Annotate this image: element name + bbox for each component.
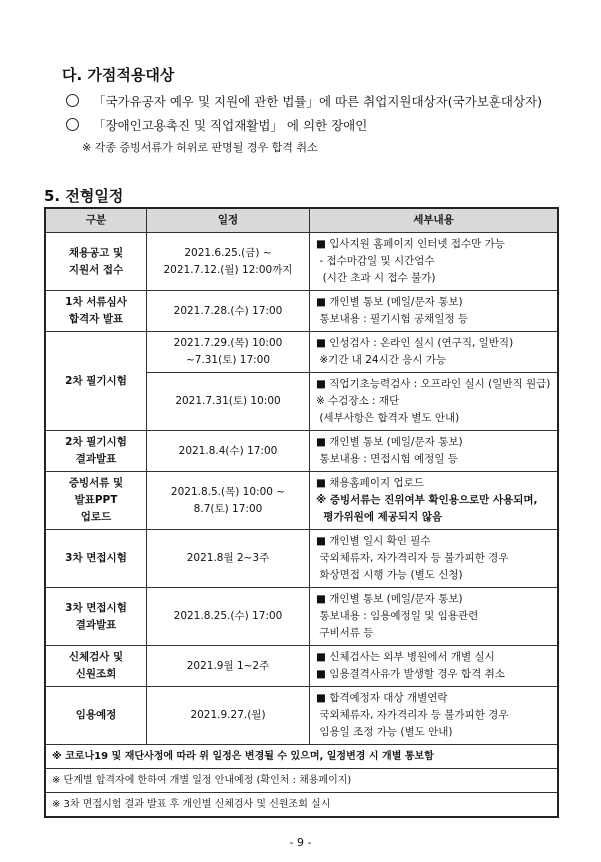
detail-cell-line: 구비서류 등 — [316, 627, 374, 639]
detail-cell — [310, 233, 559, 291]
footnote-row — [45, 769, 558, 793]
detail-cell-line: 통보내용 : 필기시험 공채일정 등 — [316, 313, 469, 325]
detail-cell-line: (세부사항은 합격자 별도 안내) — [316, 412, 460, 424]
date-cell — [147, 373, 310, 431]
table-header-row — [45, 208, 558, 233]
detail-cell-line: 평가위원에 제공되지 않음 — [316, 511, 443, 523]
detail-cell-line: - 접수마감일 및 시간엄수 — [316, 255, 435, 267]
date-cell — [147, 472, 310, 530]
footnote-row — [45, 793, 558, 818]
eligibility-note: ※ 각종 증빙서류가 허위로 판명될 경우 합격 취소 — [82, 141, 318, 154]
category-cell — [45, 291, 147, 332]
detail-cell-line: ※ 증빙서류는 진위여부 확인용으로만 사용되며, — [316, 494, 538, 506]
detail-cell — [310, 588, 559, 646]
detail-cell — [310, 687, 559, 745]
category-cell-line: 결과발표 — [75, 618, 117, 631]
detail-cell-line: ■ 개인별 통보 (메일/문자 통보) — [316, 593, 463, 605]
detail-cell — [310, 332, 559, 373]
detail-cell — [310, 530, 559, 588]
date-cell-line: 8.7(토) 17:00 — [193, 502, 263, 515]
category-cell-line: 발표PPT — [74, 494, 118, 506]
date-cell — [147, 646, 310, 687]
category-cell — [45, 530, 147, 588]
table-row — [45, 291, 558, 332]
date-cell-line: 2021.6.25.(금) ~ — [184, 246, 272, 259]
table-row — [45, 431, 558, 472]
header-detail: 세부내용 — [310, 208, 559, 233]
date-cell — [147, 687, 310, 745]
detail-cell-line: 통보내용 : 임용예정일 및 임용관련 — [316, 610, 479, 622]
category-cell-line: 임용예정 — [75, 709, 117, 721]
category-cell-line: 2차 필기시험 — [65, 374, 127, 387]
detail-cell-line: ■ 합격예정자 대상 개별연락 — [316, 692, 448, 704]
eligibility-item: 「국가유공자 예우 및 지원에 관한 법률」에 따른 취업지원대상자(국가보훈대상자) — [66, 92, 542, 110]
category-cell — [45, 687, 147, 745]
detail-cell-line: ※ 수검장소 : 재단 — [316, 395, 400, 407]
detail-cell-line: ■ 신체검사는 외부 병원에서 개별 실시 — [316, 651, 495, 663]
page-number: - 9 - — [289, 836, 312, 849]
detail-cell-line: ※기간 내 24시간 응시 가능 — [316, 354, 447, 366]
detail-cell-line: ■ 개인별 통보 (메일/문자 통보) — [316, 436, 463, 448]
category-cell — [45, 233, 147, 291]
detail-cell-line: ■ 입사지원 홈페이지 인터넷 접수만 가능 — [316, 238, 505, 250]
category-cell-line: 3차 면접시험 — [65, 552, 127, 564]
circle-bullet-icon — [66, 94, 79, 107]
category-cell-line: 합격자 발표 — [68, 313, 124, 325]
table-row — [45, 687, 558, 745]
detail-cell-line: 화상면접 시행 가능 (별도 신청) — [316, 569, 463, 581]
date-cell-line: 2021.8.5.(목) 10:00 ~ — [170, 485, 286, 498]
footnote: ※ 코로나19 및 재단사정에 따라 위 일정은 변경될 수 있으며, 일정변경 시 개별 통보함 — [45, 745, 558, 769]
table-row — [45, 332, 558, 373]
detail-cell-line: ■ 인성검사 : 온라인 실시 (연구직, 일반직) — [316, 337, 514, 349]
date-cell-line: 2021.7.28.(수) 17:00 — [173, 304, 283, 317]
detail-cell — [310, 373, 559, 431]
table-row — [45, 530, 558, 588]
section-5-title: 5. 전형일정 — [44, 187, 124, 205]
category-cell-line: 채용공고 및 — [68, 246, 124, 259]
footnote: ※ 3차 면접시험 결과 발표 후 개인별 신체검사 및 신원조회 실시 — [45, 793, 558, 818]
date-cell — [147, 332, 310, 373]
table-row — [45, 588, 558, 646]
detail-cell-line: ■ 직업기초능력검사 : 오프라인 실시 (일반직 원급) — [316, 378, 551, 390]
category-cell — [45, 646, 147, 687]
date-cell — [147, 530, 310, 588]
detail-cell — [310, 291, 559, 332]
footnote-row — [45, 745, 558, 769]
category-cell-line: 업로드 — [80, 511, 112, 523]
category-cell — [45, 332, 147, 431]
circle-bullet-icon — [66, 118, 79, 131]
detail-cell-line: ■ 개인별 통보 (메일/문자 통보) — [316, 296, 463, 308]
date-cell-line: 2021.7.29.(목) 10:00 — [173, 337, 283, 349]
date-cell-line: 2021.8.4(수) 17:00 — [178, 444, 278, 457]
detail-cell-line: ■ 채용홈페이지 업로드 — [316, 477, 424, 489]
category-cell-line: 1차 서류심사 — [65, 296, 127, 308]
category-cell — [45, 588, 147, 646]
date-cell-line: ~7.31(토) 17:00 — [185, 354, 271, 366]
date-cell-line: 2021.9월 1~2주 — [186, 659, 270, 672]
date-cell-line: 2021.7.31(토) 10:00 — [175, 395, 281, 407]
detail-cell-line: ■ 임용결격사유가 발생할 경우 합격 취소 — [316, 668, 505, 680]
date-cell-line: 2021.8.25.(수) 17:00 — [173, 610, 283, 622]
detail-cell-line: 임용일 조정 가능 (별도 안내) — [316, 726, 453, 738]
table-row — [45, 233, 558, 291]
table-row — [45, 646, 558, 687]
detail-cell — [310, 431, 559, 472]
detail-cell-line: 통보내용 : 면접시험 예정일 등 — [316, 453, 458, 465]
date-cell-line: 2021.8월 2~3주 — [186, 552, 270, 564]
date-cell-line: 2021.9.27.(월) — [190, 709, 266, 721]
detail-cell-line: 국외체류자, 자가격리자 등 불가피한 경우 — [316, 709, 509, 721]
section-d-title: 다. 가점적용대상 — [62, 66, 175, 84]
table-row — [45, 472, 558, 530]
date-cell-line: 2021.7.12.(월) 12:00까지 — [163, 263, 293, 276]
category-cell-line: 지원서 접수 — [68, 263, 124, 276]
eligibility-item: 「장애인고용촉진 및 직업재활법」 에 의한 장애인 — [66, 116, 367, 134]
footnote: ※ 단계별 합격자에 한하여 개별 일정 안내예정 (확인처 : 채용페이지) — [45, 769, 558, 793]
date-cell — [147, 431, 310, 472]
detail-cell-line: 국외체류자, 자가격리자 등 불가피한 경우 — [316, 552, 509, 564]
category-cell — [45, 472, 147, 530]
category-cell-line: 신원조회 — [75, 668, 117, 680]
detail-cell-line: (시간 초과 시 접수 불가) — [316, 272, 436, 284]
category-cell-line: 3차 면접시험 — [65, 601, 127, 614]
category-cell-line: 2차 필기시험 — [65, 436, 127, 448]
schedule-table — [44, 207, 559, 818]
detail-cell-line: ■ 개인별 일시 확인 필수 — [316, 535, 431, 547]
date-cell — [147, 233, 310, 291]
date-cell — [147, 588, 310, 646]
category-cell-line: 신체검사 및 — [68, 651, 124, 663]
category-cell-line: 증빙서류 및 — [68, 477, 124, 489]
date-cell — [147, 291, 310, 332]
category-cell-line: 결과발표 — [75, 453, 117, 465]
detail-cell — [310, 472, 559, 530]
category-cell — [45, 431, 147, 472]
header-date: 일정 — [147, 208, 310, 233]
detail-cell — [310, 646, 559, 687]
header-category: 구분 — [45, 208, 147, 233]
